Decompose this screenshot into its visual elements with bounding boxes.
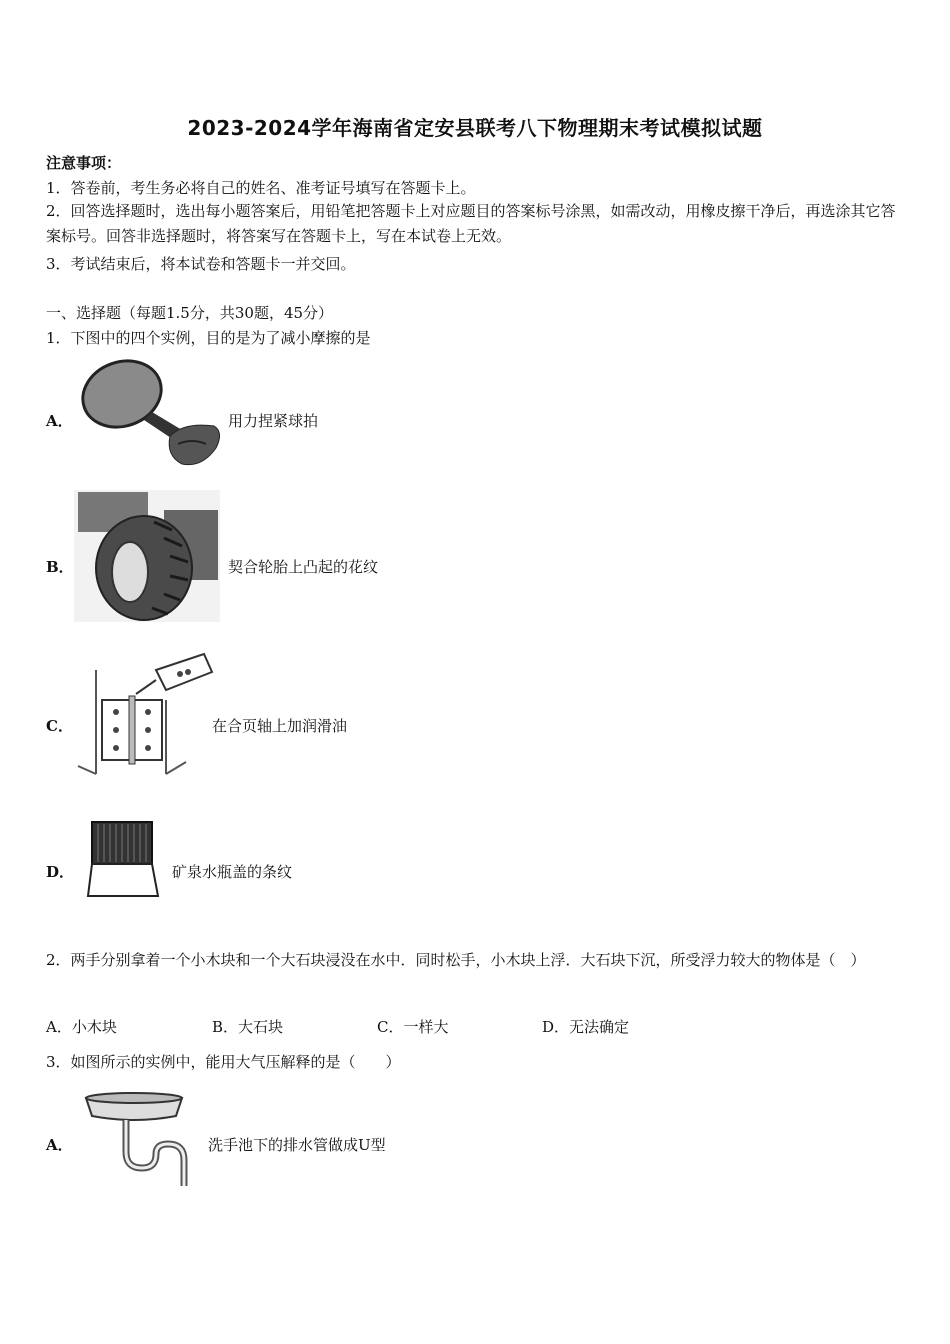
notice-item-3: 3．考试结束后，将本试卷和答题卡一并交回。 <box>46 255 356 273</box>
notice-heading: 注意事项： <box>46 154 122 172</box>
q1-option-c-letter: C． <box>46 717 73 735</box>
bottle-cap-icon <box>84 820 162 900</box>
q1-option-b-letter: B． <box>46 558 74 576</box>
q2-choice-a: A．小木块 <box>46 1018 117 1036</box>
tire-icon <box>74 490 220 622</box>
q2-choice-b: B．大石块 <box>212 1018 284 1036</box>
q1-option-c-text: 在合页轴上加润滑油 <box>212 717 348 735</box>
q1-option-b-text: 契合轮胎上凸起的花纹 <box>228 558 379 576</box>
hinge-icon <box>76 650 214 778</box>
q2-choice-d: D．无法确定 <box>542 1018 630 1036</box>
q3-option-a-letter: A． <box>46 1136 73 1154</box>
section-heading: 一、选择题（每题1.5分，共30题，45分） <box>46 304 334 322</box>
q2-choice-c: C．一样大 <box>377 1018 449 1036</box>
q3-stem: 3．如图所示的实例中，能用大气压解释的是（ ） <box>46 1053 401 1071</box>
q1-option-d-letter: D． <box>46 863 75 881</box>
notice-item-2: 2．回答选择题时，选出每小题答案后，用铅笔把答题卡上对应题目的答案标号涂黑，如需改动，用橡皮擦干净后，再选涂其它答案标号。回答非选择题时，将答案写在答题卡上，写在本试卷上无效。 <box>46 202 896 245</box>
q1-option-d-text: 矿泉水瓶盖的条纹 <box>172 863 293 881</box>
notice-item-1: 1．答卷前，考生务必将自己的姓名、准考证号填写在答题卡上。 <box>46 179 476 197</box>
q3-option-a-text: 洗手池下的排水管做成U型 <box>208 1136 386 1154</box>
u-pipe-icon <box>82 1090 190 1188</box>
q1-option-a-letter: A． <box>46 412 73 430</box>
q1-stem: 1．下图中的四个实例，目的是为了减小摩擦的是 <box>46 329 371 347</box>
racket-icon <box>74 352 228 472</box>
q1-option-a-text: 用力捏紧球拍 <box>228 412 319 430</box>
q2-stem: 2．两手分别拿着一个小木块和一个大石块浸没在水中．同时松手，小木块上浮．大石块下沉，所受浮力较大的物体是（ ） <box>46 951 866 969</box>
page-title: 2023-2024学年海南省定安县联考八下物理期末考试模拟试题 <box>187 116 763 140</box>
